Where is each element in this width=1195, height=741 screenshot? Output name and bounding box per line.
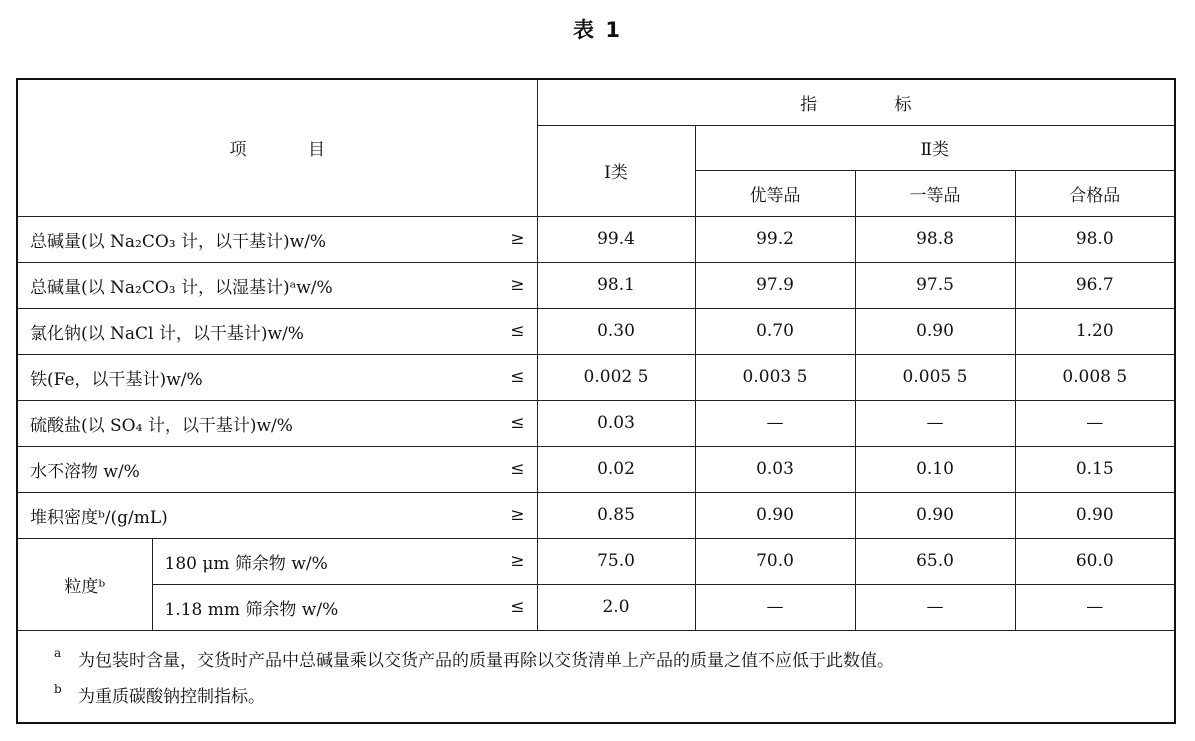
value-cell: 97.9 [695,262,855,308]
table-row [17,262,1175,308]
comparison-symbol: ≥ [487,538,537,584]
item-name: 铁(Fe，以干基计)w/% [17,354,487,400]
item-name: 1.18 mm 筛余物 w/% [152,584,487,630]
item-name: 水不溶物 w/% [17,446,487,492]
value-cell: 98.8 [855,216,1015,262]
comparison-symbol: ≥ [487,262,537,308]
item-name: 堆积密度ᵇ/(g/mL) [17,492,487,538]
table-row [17,446,1175,492]
comparison-symbol: ≤ [487,308,537,354]
table-row [17,354,1175,400]
value-cell: 97.5 [855,262,1015,308]
value-cell: 99.4 [537,216,695,262]
value-cell: 0.002 5 [537,354,695,400]
value-cell: 0.03 [537,400,695,446]
value-cell: — [695,584,855,630]
comparison-symbol: ≥ [487,492,537,538]
value-cell: 0.70 [695,308,855,354]
value-cell: 75.0 [537,538,695,584]
grade-header: 一等品 [855,170,1015,216]
value-cell: 96.7 [1015,262,1175,308]
table-row [17,492,1175,538]
value-cell: 0.85 [537,492,695,538]
value-cell: 0.03 [695,446,855,492]
item-name: 总碱量(以 Na₂CO₃ 计，以湿基计)ᵃw/% [17,262,487,308]
class2-header: Ⅱ类 [695,125,1175,170]
footnote-text: 为包装时含量，交货时产品中总碱量乘以交货产品的质量再除以交货清单上产品的质量之值不应低于此数值。 [78,650,894,671]
footnote-mark: a [54,646,62,661]
value-cell: 0.02 [537,446,695,492]
spec-table [16,78,1176,724]
value-cell: 70.0 [695,538,855,584]
value-cell: 99.2 [695,216,855,262]
value-cell: 0.90 [855,308,1015,354]
comparison-symbol: ≥ [487,216,537,262]
value-cell: — [1015,584,1175,630]
grade-header: 合格品 [1015,170,1175,216]
comparison-symbol: ≤ [487,354,537,400]
value-cell: 0.15 [1015,446,1175,492]
granularity-label: 粒度ᵇ [17,538,152,630]
footnote [54,640,1174,676]
table-row [17,538,1175,584]
value-cell: 0.005 5 [855,354,1015,400]
value-cell: — [1015,400,1175,446]
item-name: 硫酸盐(以 SO₄ 计，以干基计)w/% [17,400,487,446]
table-row [17,584,1175,630]
item-name: 氯化钠(以 NaCl 计，以干基计)w/% [17,308,487,354]
comparison-symbol: ≤ [487,400,537,446]
value-cell: 98.1 [537,262,695,308]
comparison-symbol: ≤ [487,584,537,630]
value-cell: 0.10 [855,446,1015,492]
table-row [17,216,1175,262]
header-row-1 [17,79,1175,125]
grade-header: 优等品 [695,170,855,216]
value-cell: 60.0 [1015,538,1175,584]
value-cell: — [695,400,855,446]
item-header: 项 目 [17,79,537,216]
footnote [54,676,1174,712]
class1-header: Ⅰ类 [537,125,695,216]
item-name: 总碱量(以 Na₂CO₃ 计，以干基计)w/% [17,216,487,262]
value-cell: 0.90 [1015,492,1175,538]
value-cell: 65.0 [855,538,1015,584]
footnote-text: 为重质碳酸钠控制指标。 [78,686,265,707]
comparison-symbol: ≤ [487,446,537,492]
indicator-header: 指 标 [537,79,1175,125]
value-cell: 0.008 5 [1015,354,1175,400]
table-row [17,308,1175,354]
value-cell: — [855,584,1015,630]
value-cell: 0.90 [855,492,1015,538]
value-cell: 0.003 5 [695,354,855,400]
value-cell: 0.30 [537,308,695,354]
value-cell: 98.0 [1015,216,1175,262]
value-cell: 0.90 [695,492,855,538]
notes-cell [17,630,1175,723]
notes-row [17,630,1175,723]
value-cell: — [855,400,1015,446]
value-cell: 1.20 [1015,308,1175,354]
item-name: 180 μm 筛余物 w/% [152,538,487,584]
table-caption: 表 1 [573,18,622,42]
footnote-mark: b [54,682,62,697]
value-cell: 2.0 [537,584,695,630]
table-row [17,400,1175,446]
